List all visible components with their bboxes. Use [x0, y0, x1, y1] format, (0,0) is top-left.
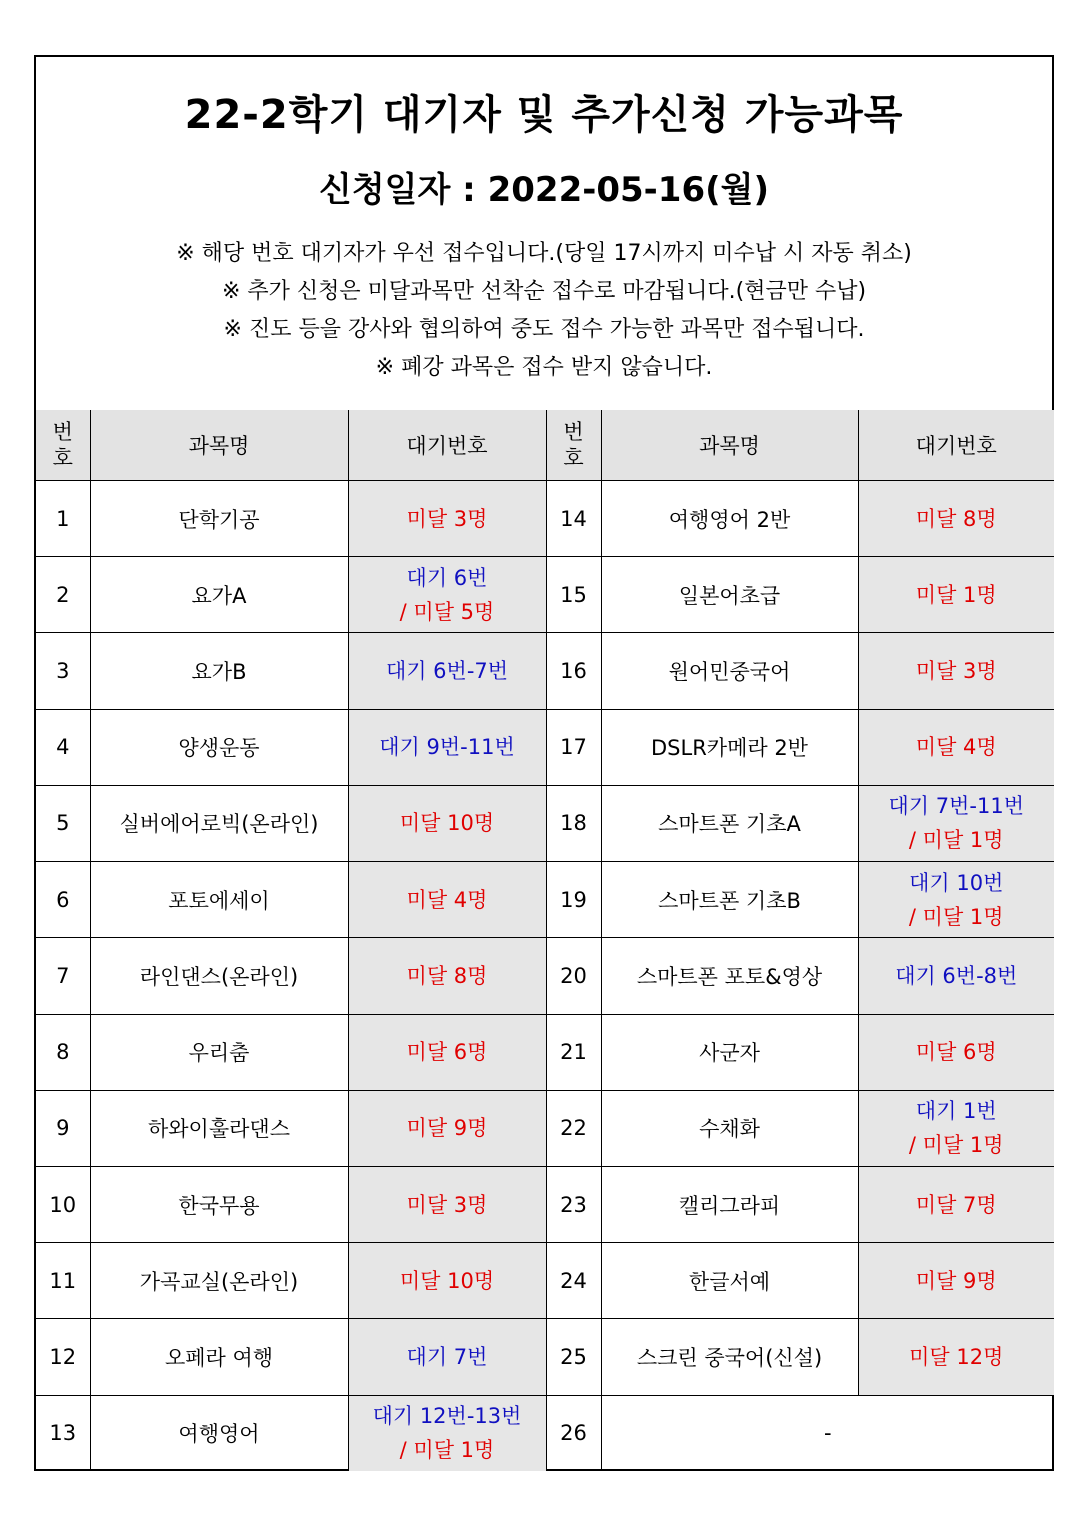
table-row — [36, 1090, 1054, 1166]
page-title: 22-2학기 대기자 및 추가신청 가능과목 — [184, 92, 904, 138]
course-name: 요가A — [90, 557, 348, 633]
course-status — [858, 862, 1054, 938]
course-status — [858, 785, 1054, 861]
course-status — [348, 1166, 546, 1242]
table-row — [36, 1014, 1054, 1090]
course-status — [348, 862, 546, 938]
course-name: 가곡교실(온라인) — [90, 1243, 348, 1319]
course-status — [348, 1243, 546, 1319]
status-line: 대기 6번-8번 — [895, 963, 1018, 988]
table-row — [36, 785, 1054, 861]
course-name: 스마트폰 기초B — [601, 862, 858, 938]
course-status — [858, 938, 1054, 1014]
status-line: 미달 12명 — [909, 1345, 1004, 1370]
notice-list — [36, 235, 1052, 387]
course-status — [348, 1090, 546, 1166]
status-line: / 미달 5명 — [399, 599, 495, 624]
course-status — [858, 557, 1054, 633]
course-number: 2 — [36, 557, 90, 633]
table-row — [36, 709, 1054, 785]
course-number: 15 — [546, 557, 601, 633]
course-name: 수채화 — [601, 1090, 858, 1166]
course-status — [858, 1243, 1054, 1319]
table-row — [36, 633, 1054, 709]
course-number: 13 — [36, 1395, 90, 1471]
course-status — [348, 785, 546, 861]
status-line: 미달 8명 — [915, 506, 997, 531]
header-number — [546, 410, 601, 481]
course-number: 4 — [36, 709, 90, 785]
header-number-line: 호 — [563, 446, 584, 470]
course-status — [858, 633, 1054, 709]
course-name: 스마트폰 기초A — [601, 785, 858, 861]
course-name: 원어민중국어 — [601, 633, 858, 709]
course-number: 22 — [546, 1090, 601, 1166]
application-date: 신청일자 : 2022-05-16(월) — [318, 170, 770, 210]
course-status — [348, 1395, 546, 1471]
course-status — [348, 557, 546, 633]
status-line: 미달 7명 — [915, 1192, 997, 1217]
course-number: 19 — [546, 862, 601, 938]
course-name: 요가B — [90, 633, 348, 709]
status-line: 대기 6번 — [406, 565, 488, 590]
status-line: 대기 7번-11번 — [888, 794, 1024, 819]
status-line: 미달 10명 — [399, 1268, 495, 1293]
table-row — [36, 557, 1054, 633]
course-number: 24 — [546, 1243, 601, 1319]
course-name: 스마트폰 포토&영상 — [601, 938, 858, 1014]
course-status — [348, 633, 546, 709]
notice-line: ※ 해당 번호 대기자가 우선 접수입니다.(당일 17시까지 미수납 시 자동 취소) — [176, 241, 912, 266]
notice-line: ※ 추가 신청은 미달과목만 선착순 접수로 마감됩니다.(현금만 수납) — [221, 279, 867, 304]
course-name: 사군자 — [601, 1014, 858, 1090]
status-line: 미달 6명 — [915, 1040, 997, 1065]
status-line: 대기 10번 — [909, 870, 1004, 895]
status-line: 대기 6번-7번 — [385, 659, 509, 684]
course-name: 여행영어 — [90, 1395, 348, 1471]
course-name: 양생운동 — [90, 709, 348, 785]
status-line: 미달 3명 — [915, 659, 997, 684]
course-status — [348, 1014, 546, 1090]
status-line: 미달 10명 — [399, 811, 495, 836]
status-line: 대기 9번-11번 — [379, 735, 515, 760]
course-name: 여행영어 2반 — [601, 481, 858, 557]
course-name: 오페라 여행 — [90, 1319, 348, 1395]
course-name: 실버에어로빅(온라인) — [90, 785, 348, 861]
course-status — [858, 1014, 1054, 1090]
header-status: 대기번호 — [348, 410, 546, 481]
status-line: 대기 12번-13번 — [372, 1404, 522, 1429]
notice-line: ※ 폐강 과목은 접수 받지 않습니다. — [375, 355, 713, 380]
header-status: 대기번호 — [858, 410, 1054, 481]
course-number: 20 — [546, 938, 601, 1014]
course-number: 7 — [36, 938, 90, 1014]
status-line: 미달 4명 — [915, 735, 997, 760]
course-status — [348, 709, 546, 785]
course-name: 포토에세이 — [90, 862, 348, 938]
status-line: 미달 3명 — [406, 506, 488, 531]
course-status — [858, 709, 1054, 785]
course-number: 23 — [546, 1166, 601, 1242]
course-number: 25 — [546, 1319, 601, 1395]
course-number: 12 — [36, 1319, 90, 1395]
status-line: 미달 8명 — [406, 963, 488, 988]
status-line: 대기 1번 — [915, 1099, 997, 1124]
table-row — [36, 1166, 1054, 1242]
course-status — [348, 1319, 546, 1395]
status-line: / 미달 1명 — [908, 1133, 1004, 1158]
course-number: 21 — [546, 1014, 601, 1090]
header-number — [36, 410, 90, 481]
course-number: 18 — [546, 785, 601, 861]
course-number: 17 — [546, 709, 601, 785]
course-number: 14 — [546, 481, 601, 557]
table-row — [36, 938, 1054, 1014]
status-line: 미달 6명 — [406, 1040, 488, 1065]
document-frame — [34, 55, 1054, 1471]
status-line: 미달 1명 — [915, 582, 997, 607]
course-number: 5 — [36, 785, 90, 861]
course-number: 1 — [36, 481, 90, 557]
table-header-row — [36, 410, 1054, 481]
status-line: 미달 9명 — [406, 1116, 488, 1141]
status-line: 대기 7번 — [406, 1345, 488, 1370]
table-row — [36, 862, 1054, 938]
course-name: 일본어초급 — [601, 557, 858, 633]
course-number: 3 — [36, 633, 90, 709]
course-name: 단학기공 — [90, 481, 348, 557]
course-name: 스크린 중국어(신설) — [601, 1319, 858, 1395]
document-header — [36, 57, 1052, 411]
header-number-line: 번 — [563, 420, 584, 444]
header-number-line: 호 — [52, 446, 73, 470]
status-line: 미달 4명 — [406, 887, 488, 912]
course-number: 8 — [36, 1014, 90, 1090]
status-line: / 미달 1명 — [908, 904, 1004, 929]
table-row — [36, 1319, 1054, 1395]
course-status — [858, 481, 1054, 557]
course-name: 하와이훌라댄스 — [90, 1090, 348, 1166]
status-line: 미달 9명 — [915, 1268, 997, 1293]
course-status — [858, 1090, 1054, 1166]
course-name: 한글서예 — [601, 1243, 858, 1319]
course-name: 라인댄스(온라인) — [90, 938, 348, 1014]
course-table — [36, 410, 1054, 1471]
course-status — [858, 1166, 1054, 1242]
table-row — [36, 1243, 1054, 1319]
table-row — [36, 481, 1054, 557]
status-line: / 미달 1명 — [399, 1438, 495, 1463]
status-line: / 미달 1명 — [908, 828, 1004, 853]
status-line: 미달 3명 — [406, 1192, 488, 1217]
header-number-line: 번 — [52, 420, 73, 444]
course-name: 우리춤 — [90, 1014, 348, 1090]
course-number: 16 — [546, 633, 601, 709]
course-name: DSLR카메라 2반 — [601, 709, 858, 785]
notice-line: ※ 진도 등을 강사와 협의하여 중도 접수 가능한 과목만 접수됩니다. — [223, 317, 865, 342]
course-name: 캘리그라피 — [601, 1166, 858, 1242]
course-name: 한국무용 — [90, 1166, 348, 1242]
course-name-empty: - — [601, 1395, 1054, 1471]
table-row — [36, 1395, 1054, 1471]
course-number: 11 — [36, 1243, 90, 1319]
course-status — [858, 1319, 1054, 1395]
course-number: 26 — [546, 1395, 601, 1471]
header-subject: 과목명 — [601, 410, 858, 481]
course-number: 6 — [36, 862, 90, 938]
course-number: 10 — [36, 1166, 90, 1242]
course-status — [348, 481, 546, 557]
course-number: 9 — [36, 1090, 90, 1166]
header-subject: 과목명 — [90, 410, 348, 481]
course-status — [348, 938, 546, 1014]
